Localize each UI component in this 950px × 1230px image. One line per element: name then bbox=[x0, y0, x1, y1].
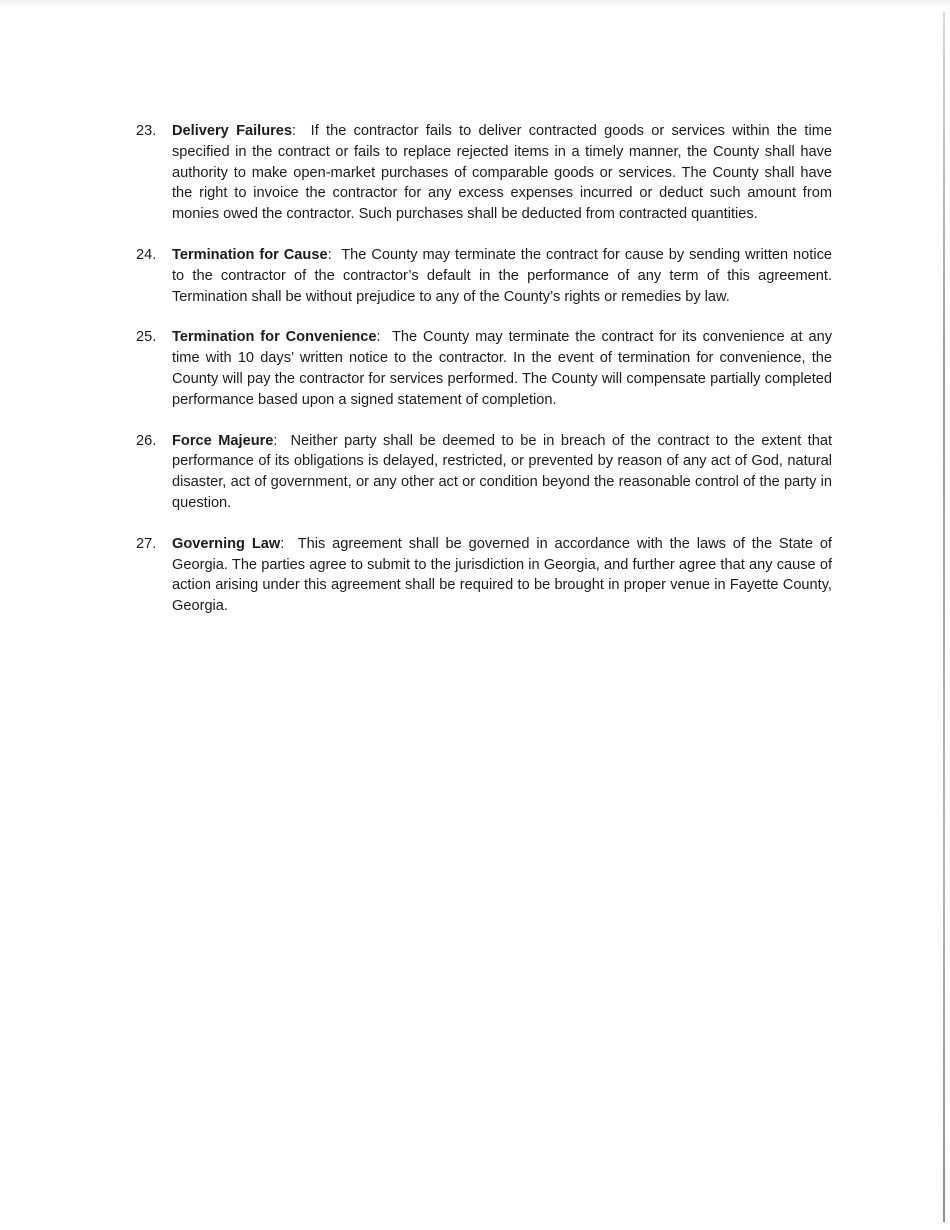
clause-title: Termination for Convenience bbox=[172, 329, 377, 346]
clause-title-colon: : bbox=[327, 246, 342, 263]
clause-number: 24. bbox=[136, 246, 157, 263]
clause-title-colon: : bbox=[280, 535, 298, 552]
clause-title: Governing Law bbox=[172, 535, 281, 552]
clause-title-colon: : bbox=[292, 123, 311, 139]
contract-clause-list bbox=[128, 121, 832, 637]
scan-top-shadow bbox=[0, 0, 950, 8]
clause-27 bbox=[128, 534, 832, 617]
clause-number: 26. bbox=[136, 432, 157, 449]
clause-title: Delivery Failures bbox=[172, 123, 293, 139]
clause-body: If the contractor fails to deliver contracted goods or services within the time specified in the contract or fails to replace rejected items in a timely manner, the County shall have authority to make open-market purchases of comparable goods or services. The County shall have the right to invoice the contractor for any excess expenses incurred or deduct such amount from monies owed the contractor. Such purchases shall be deducted from contracted quantities. bbox=[172, 123, 832, 223]
clause-body: The County may terminate the contract for its convenience at any time with 10 days’ written notice to the contractor. In the event of termination for convenience, the County will pay the contractor for services performed. The County will compensate partially completed performance based upon a signed statement of completion. bbox=[172, 329, 833, 408]
clause-24 bbox=[128, 245, 832, 307]
clause-number: 25. bbox=[136, 329, 157, 346]
clause-body: This agreement shall be governed in accordance with the laws of the State of Georgia. The parties agree to submit to the jurisdiction in Georgia, and further agree that any cause of action arising under this agreement shall be required to be brought in proper venue in Fayette County, Georgia. bbox=[172, 535, 832, 615]
clause-body: The County may terminate the contract for cause by sending written notice to the contractor of the contractor’s default in the performance of any term of this agreement. Termination shall be without prejudice to any of the County’s rights or remedies by law. bbox=[172, 246, 833, 305]
clause-number: 27. bbox=[136, 535, 157, 552]
clause-26 bbox=[128, 431, 832, 514]
scan-edge-line bbox=[943, 12, 945, 1222]
clause-title-colon: : bbox=[376, 329, 393, 346]
clause-number: 23. bbox=[136, 123, 157, 139]
clause-title-colon: : bbox=[273, 432, 291, 449]
clause-title: Termination for Cause bbox=[172, 246, 328, 263]
clause-body: Neither party shall be deemed to be in breach of the contract to the extent that performance of its obligations is delayed, restricted, or prevented by reason of any act of God, natural disaster, act of government, or any other act or condition beyond the reasonable control of the party in question. bbox=[172, 432, 833, 511]
clause-25 bbox=[128, 327, 832, 410]
clause-title: Force Majeure bbox=[172, 432, 274, 449]
clause-23 bbox=[128, 121, 832, 225]
